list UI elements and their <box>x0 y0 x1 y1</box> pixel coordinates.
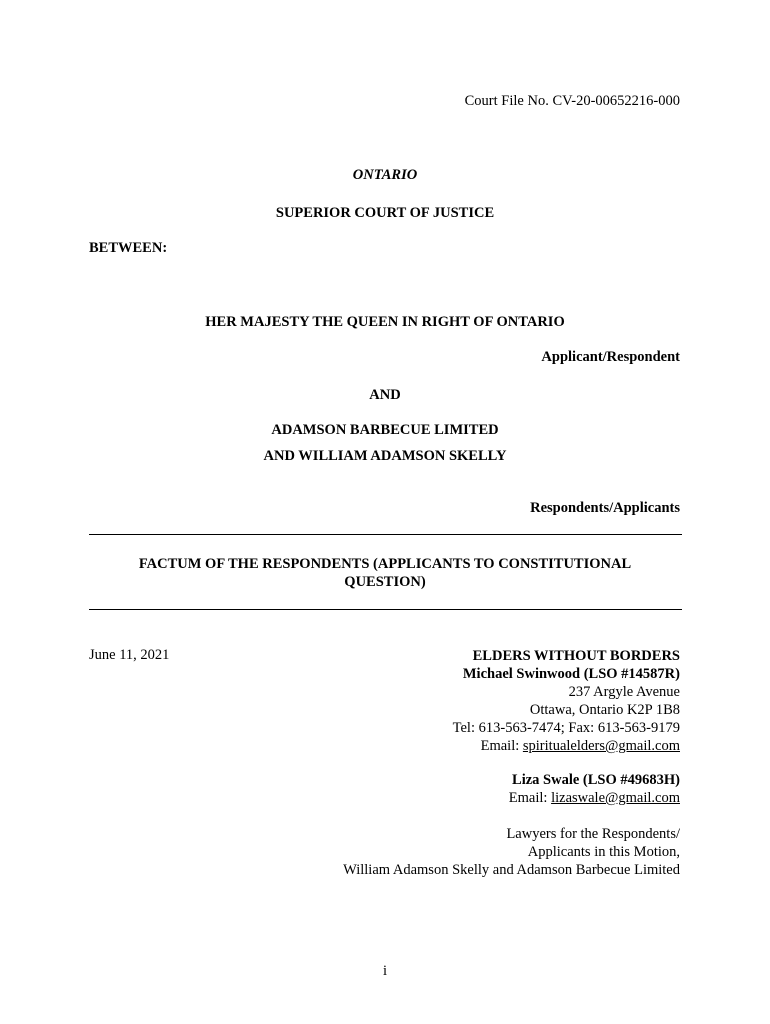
email-2-label: Email: <box>508 790 552 806</box>
lawyer-2-name: Liza Swale (LSO #49683H) <box>512 772 680 788</box>
court-file-number: Court File No. CV-20-00652216-000 <box>464 93 680 109</box>
counsel-role-line3: William Adamson Skelly and Adamson Barbecue Limited <box>343 862 680 878</box>
province-heading: ONTARIO <box>352 167 418 183</box>
factum-title-line1: FACTUM OF THE RESPONDENTS (APPLICANTS TO CONSTITUTIONAL <box>138 556 632 572</box>
counsel-role-line2: Applicants in this Motion, <box>527 844 680 860</box>
email-2-row <box>509 789 680 807</box>
address-line-1: 237 Argyle Avenue <box>568 684 680 700</box>
email-1-label: Email: <box>480 738 523 754</box>
respondent-name-line1: ADAMSON BARBECUE LIMITED <box>271 422 499 438</box>
respondent-name-line2: AND WILLIAM ADAMSON SKELLY <box>263 448 507 464</box>
court-heading: SUPERIOR COURT OF JUSTICE <box>275 205 495 221</box>
applicant-role: Applicant/Respondent <box>541 349 680 365</box>
document-date: June 11, 2021 <box>89 647 170 663</box>
counsel-block-2 <box>509 771 680 807</box>
firm-name: ELDERS WITHOUT BORDERS <box>472 648 680 664</box>
page-number: i <box>382 963 388 979</box>
applicant-name: HER MAJESTY THE QUEEN IN RIGHT OF ONTARIO <box>205 314 565 330</box>
top-divider <box>89 534 682 535</box>
counsel-role-block <box>343 825 680 879</box>
lawyer-1-name: Michael Swinwood (LSO #14587R) <box>462 666 680 682</box>
factum-title-line2: QUESTION) <box>344 574 426 590</box>
respondent-role: Respondents/Applicants <box>530 500 680 516</box>
address-line-2: Ottawa, Ontario K2P 1B8 <box>529 702 680 718</box>
between-label: BETWEEN: <box>89 240 168 256</box>
email-1-row <box>453 737 680 755</box>
counsel-block-1 <box>453 647 680 755</box>
email-1-link[interactable]: spiritualelders@gmail.com <box>522 738 680 754</box>
counsel-role-line1: Lawyers for the Respondents/ <box>506 826 680 842</box>
email-2-link[interactable]: lizaswale@gmail.com <box>551 790 680 806</box>
bottom-divider <box>89 609 682 610</box>
and-label: AND <box>369 387 401 403</box>
phone-fax: Tel: 613-563-7474; Fax: 613-563-9179 <box>452 720 680 736</box>
